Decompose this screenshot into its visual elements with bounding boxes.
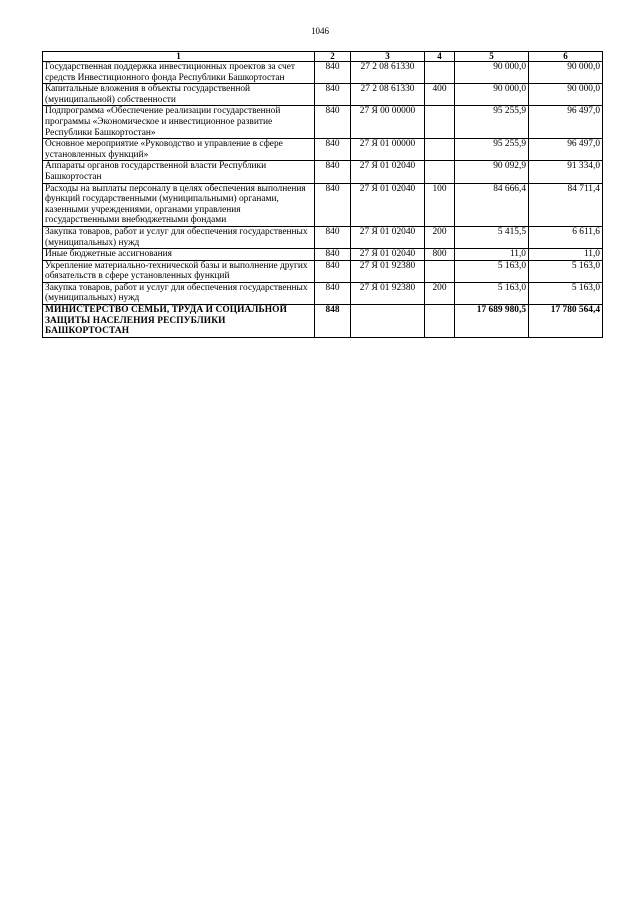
row-vr (425, 305, 455, 338)
row-grbs: 840 (315, 84, 351, 106)
row-vr: 200 (425, 226, 455, 248)
table-row (43, 260, 603, 282)
table-row (43, 249, 603, 261)
table-row (43, 226, 603, 248)
row-csr: 27 Я 01 02040 (351, 161, 425, 183)
row-name: Закупка товаров, работ и услуг для обеспечения государственных (муниципальных) нужд (43, 226, 315, 248)
row-grbs: 840 (315, 282, 351, 304)
row-csr: 27 Я 01 00000 (351, 139, 425, 161)
row-value-2: 91 334,0 (529, 161, 603, 183)
row-vr: 400 (425, 84, 455, 106)
row-name: МИНИСТЕРСТВО СЕМЬИ, ТРУДА И СОЦИАЛЬНОЙ ЗАЩИТЫ НАСЕЛЕНИЯ РЕСПУБЛИКИ БАШКОРТОСТАН (43, 305, 315, 338)
column-header: 4 (425, 52, 455, 62)
table-body (43, 62, 603, 338)
row-csr: 27 Я 01 02040 (351, 226, 425, 248)
row-vr: 100 (425, 183, 455, 226)
table-row (43, 183, 603, 226)
row-grbs: 840 (315, 62, 351, 84)
row-value-2: 84 711,4 (529, 183, 603, 226)
row-value-2: 5 163,0 (529, 260, 603, 282)
column-header: 1 (43, 52, 315, 62)
row-name: Аппараты органов государственной власти Республики Башкортостан (43, 161, 315, 183)
table-row (43, 84, 603, 106)
row-value-1: 11,0 (455, 249, 529, 261)
table-row (43, 106, 603, 139)
row-csr: 27 Я 01 02040 (351, 249, 425, 261)
row-value-2: 17 780 564,4 (529, 305, 603, 338)
row-value-1: 17 689 980,5 (455, 305, 529, 338)
column-header: 6 (529, 52, 603, 62)
header-row (43, 52, 603, 62)
row-name: Капитальные вложения в объекты государственной (муниципальной) собственности (43, 84, 315, 106)
row-value-1: 5 415,5 (455, 226, 529, 248)
row-name: Подпрограмма «Обеспечение реализации государственной программы «Экономическое и инвестиционное развитие Республики Башкортостан» (43, 106, 315, 139)
row-vr: 200 (425, 282, 455, 304)
row-value-2: 6 611,6 (529, 226, 603, 248)
row-vr: 800 (425, 249, 455, 261)
table-row (43, 282, 603, 304)
table-row (43, 161, 603, 183)
page-number: 1046 (311, 26, 329, 36)
row-grbs: 840 (315, 106, 351, 139)
row-name: Закупка товаров, работ и услуг для обеспечения государственных (муниципальных) нужд (43, 282, 315, 304)
row-csr (351, 305, 425, 338)
row-value-2: 5 163,0 (529, 282, 603, 304)
row-csr: 27 Я 01 92380 (351, 282, 425, 304)
row-value-1: 90 000,0 (455, 84, 529, 106)
row-value-2: 96 497,0 (529, 139, 603, 161)
row-value-2: 90 000,0 (529, 84, 603, 106)
row-csr: 27 Я 00 00000 (351, 106, 425, 139)
row-grbs: 840 (315, 183, 351, 226)
column-header: 3 (351, 52, 425, 62)
row-value-1: 5 163,0 (455, 282, 529, 304)
column-header: 5 (455, 52, 529, 62)
row-vr (425, 161, 455, 183)
row-grbs: 840 (315, 226, 351, 248)
row-grbs: 840 (315, 139, 351, 161)
column-header: 2 (315, 52, 351, 62)
row-vr (425, 62, 455, 84)
row-value-2: 96 497,0 (529, 106, 603, 139)
row-grbs: 848 (315, 305, 351, 338)
row-value-1: 90 092,9 (455, 161, 529, 183)
row-vr (425, 106, 455, 139)
row-vr (425, 139, 455, 161)
row-grbs: 840 (315, 161, 351, 183)
table-row (43, 62, 603, 84)
row-name: Расходы на выплаты персоналу в целях обеспечения выполнения функций государственными (муниципальными) органами, казенными учреждениями, органами управления государственными внебюджетными фондами (43, 183, 315, 226)
row-csr: 27 Я 01 92380 (351, 260, 425, 282)
budget-table (42, 51, 603, 338)
row-value-1: 90 000,0 (455, 62, 529, 84)
table-row (43, 305, 603, 338)
row-name: Укрепление материально-технической базы и выполнение других обязательств в сфере установленных функций (43, 260, 315, 282)
row-value-2: 90 000,0 (529, 62, 603, 84)
row-value-1: 95 255,9 (455, 139, 529, 161)
row-csr: 27 2 08 61330 (351, 84, 425, 106)
row-csr: 27 2 08 61330 (351, 62, 425, 84)
row-vr (425, 260, 455, 282)
row-value-1: 5 163,0 (455, 260, 529, 282)
row-value-1: 95 255,9 (455, 106, 529, 139)
row-name: Государственная поддержка инвестиционных проектов за счет средств Инвестиционного фонда Республики Башкортостан (43, 62, 315, 84)
row-csr: 27 Я 01 02040 (351, 183, 425, 226)
row-grbs: 840 (315, 260, 351, 282)
table-row (43, 139, 603, 161)
row-name: Иные бюджетные ассигнования (43, 249, 315, 261)
row-value-2: 11,0 (529, 249, 603, 261)
row-value-1: 84 666,4 (455, 183, 529, 226)
row-grbs: 840 (315, 249, 351, 261)
row-name: Основное мероприятие «Руководство и управление в сфере установленных функций» (43, 139, 315, 161)
